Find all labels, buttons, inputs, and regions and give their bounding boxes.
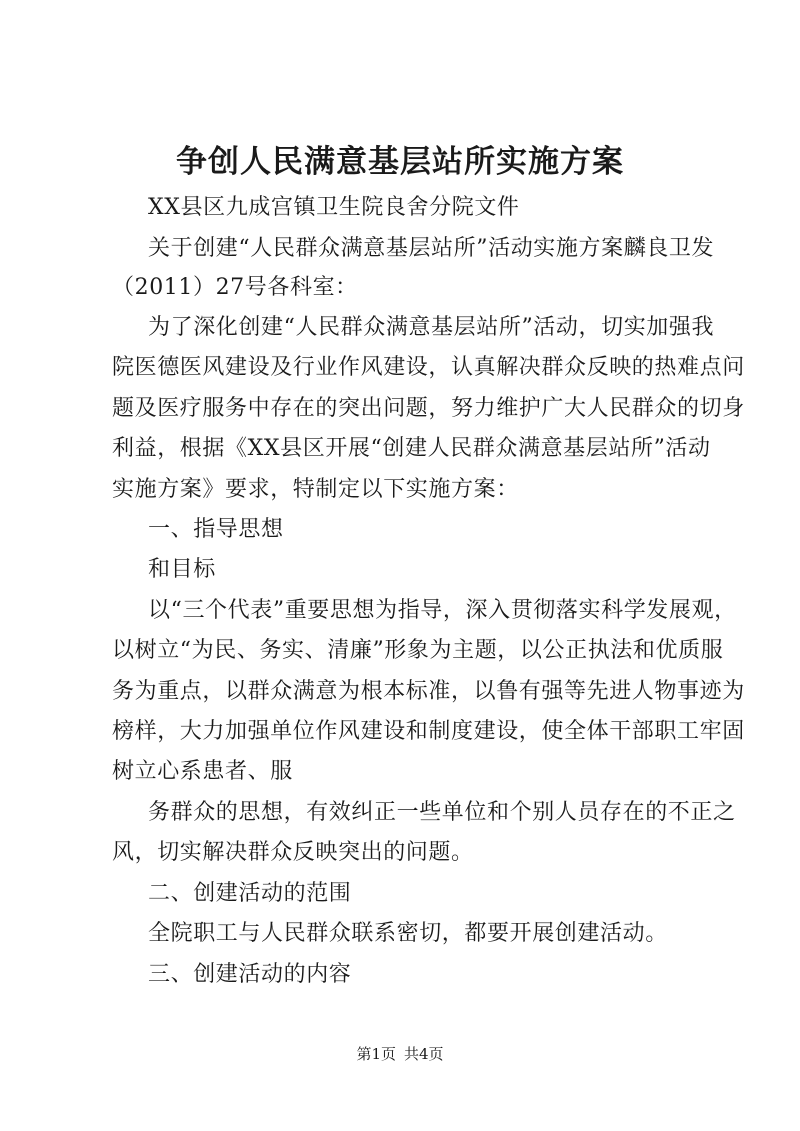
document-subject-line-cont: （2011）27号各科室：	[112, 275, 358, 300]
page-total: 共4页	[404, 1045, 444, 1063]
section-heading: 二、创建活动的范围	[148, 881, 352, 906]
paragraph-line: 以树立“为民、务实、清廉”形象为主题，以公正执法和优质服	[112, 638, 724, 663]
page-number: 第1页	[356, 1045, 396, 1063]
paragraph-line: 务群众的思想，有效纠正一些单位和个别人员存在的不正之	[148, 800, 736, 825]
paragraph-line: 榜样，大力加强单位作风建设和制度建设，使全体干部职工牢固	[112, 719, 745, 744]
page-footer	[0, 1044, 800, 1064]
paragraph-line: 务为重点，以群众满意为根本标准，以鲁有强等先进人物事迹为	[112, 679, 745, 704]
paragraph-line: 题及医疗服务中存在的突出问题，努力维护广大人民群众的切身	[112, 396, 745, 421]
section-heading: 一、指导思想	[148, 517, 284, 542]
paragraph-line: 以“三个代表”重要思想为指导，深入贯彻落实科学发展观，	[148, 598, 737, 623]
paragraph-line: 树立心系患者、服	[112, 759, 293, 784]
paragraph-line: 为了深化创建“人民群众满意基层站所”活动，切实加强我	[148, 315, 715, 340]
section-heading-cont: 和目标	[148, 557, 216, 582]
paragraph-line: 利益，根据《XX县区开展“创建人民群众满意基层站所”活动	[112, 436, 711, 461]
paragraph-line: 实施方案》要求，特制定以下实施方案：	[112, 477, 519, 502]
paragraph-line: 风，切实解决群众反映突出的问题。	[112, 840, 474, 865]
document-issuer: XX县区九成宫镇卫生院良舍分院文件	[148, 195, 520, 220]
paragraph-line: 院医德医风建设及行业作风建设，认真解决群众反映的热难点问	[112, 355, 745, 380]
paragraph-line: 全院职工与人民群众联系密切，都要开展创建活动。	[148, 921, 668, 946]
document-title: 争创人民满意基层站所实施方案	[176, 144, 624, 180]
document-subject-line: 关于创建“人民群众满意基层站所”活动实施方案麟良卫发	[148, 236, 715, 261]
section-heading: 三、创建活动的内容	[148, 962, 352, 987]
